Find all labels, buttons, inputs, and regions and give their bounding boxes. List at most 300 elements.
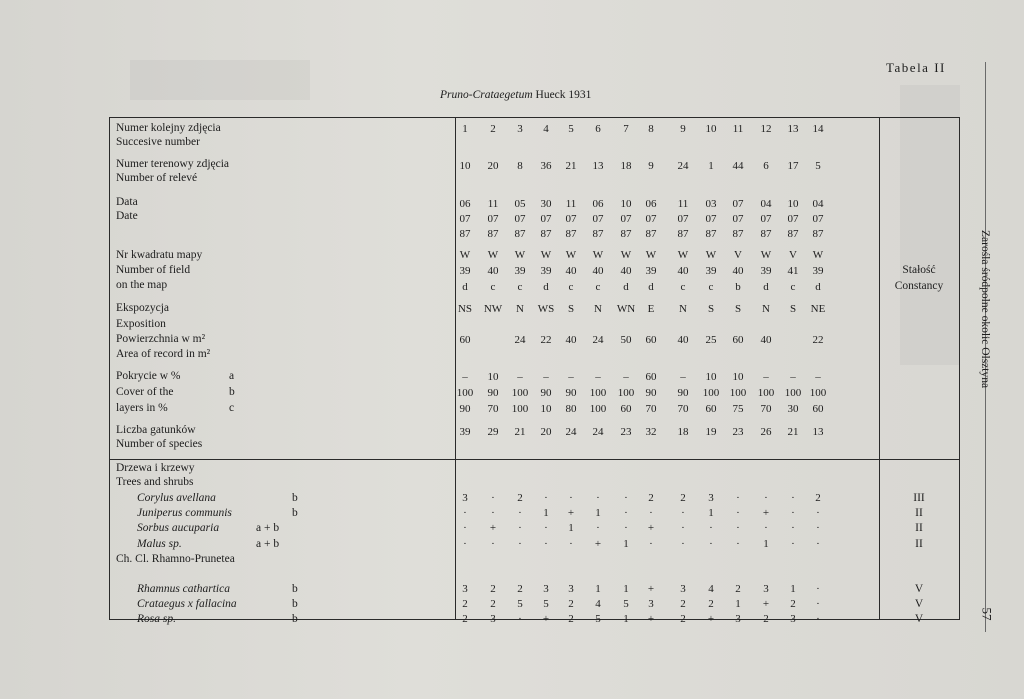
constancy-value: III bbox=[913, 492, 925, 504]
date-day-cell: 05 bbox=[514, 198, 526, 210]
exposition-cell: S bbox=[789, 303, 797, 315]
area-cell: 40 bbox=[565, 334, 577, 346]
species-value-cell: · bbox=[681, 522, 685, 534]
species-value-cell: · bbox=[791, 507, 795, 519]
area-cell: 22 bbox=[540, 334, 552, 346]
cover-b-cell: 100 bbox=[617, 387, 635, 399]
cover-c-cell: 60 bbox=[620, 403, 632, 415]
species-value-cell: 3 bbox=[680, 583, 686, 595]
species-value-cell: · bbox=[596, 522, 600, 534]
species-value-cell: · bbox=[791, 522, 795, 534]
exposition-cell: NE bbox=[810, 303, 826, 315]
species-value-cell: · bbox=[596, 492, 600, 504]
species-value-cell: 5 bbox=[543, 598, 549, 610]
row-label: Numer terenowy zdjęcia bbox=[116, 158, 230, 170]
date-month-cell: 07 bbox=[760, 213, 772, 225]
species-count-cell: 23 bbox=[732, 426, 744, 438]
date-day-cell: 10 bbox=[787, 198, 799, 210]
species-value-cell: · bbox=[816, 507, 820, 519]
succesive-number-cell: 6 bbox=[595, 123, 601, 135]
cover-c-cell: 100 bbox=[589, 403, 607, 415]
date-month-cell: 07 bbox=[514, 213, 526, 225]
map-field-sub-cell: c bbox=[595, 281, 601, 293]
species-value-cell: · bbox=[544, 492, 548, 504]
exposition-cell: S bbox=[707, 303, 715, 315]
species-value-cell: · bbox=[681, 538, 685, 550]
cover-a-cell: – bbox=[763, 371, 769, 383]
species-value-cell: 2 bbox=[763, 613, 769, 625]
species-value-cell: · bbox=[544, 538, 548, 550]
succesive-number-cell: 12 bbox=[760, 123, 772, 135]
map-field-letter-cell: W bbox=[620, 249, 632, 261]
cover-a-cell: – bbox=[543, 371, 549, 383]
layer-letter: b bbox=[229, 386, 235, 398]
species-value-cell: 2 bbox=[517, 492, 523, 504]
cover-c-cell: 60 bbox=[812, 403, 824, 415]
area-cell: 24 bbox=[592, 334, 604, 346]
map-field-letter-cell: W bbox=[705, 249, 717, 261]
cover-a-cell: 10 bbox=[705, 371, 717, 383]
species-value-cell: + bbox=[762, 507, 770, 519]
species-value-cell: · bbox=[491, 538, 495, 550]
releve-number-cell: 8 bbox=[517, 160, 523, 172]
releve-number-cell: 13 bbox=[592, 160, 604, 172]
succesive-number-cell: 7 bbox=[623, 123, 629, 135]
species-count-cell: 32 bbox=[645, 426, 657, 438]
species-name: Rhamnus cathartica bbox=[137, 583, 230, 595]
map-field-sub-cell: c bbox=[490, 281, 496, 293]
species-value-cell: 3 bbox=[568, 583, 574, 595]
species-value-cell: 2 bbox=[815, 492, 821, 504]
species-value-cell: · bbox=[736, 538, 740, 550]
date-day-cell: 04 bbox=[812, 198, 824, 210]
area-cell: 40 bbox=[760, 334, 772, 346]
cover-b-cell: 100 bbox=[589, 387, 607, 399]
exposition-cell: S bbox=[567, 303, 575, 315]
species-value-cell: · bbox=[624, 522, 628, 534]
species-value-cell: · bbox=[518, 613, 522, 625]
species-count-cell: 18 bbox=[677, 426, 689, 438]
map-field-letter-cell: W bbox=[812, 249, 824, 261]
date-month-cell: 07 bbox=[705, 213, 717, 225]
table-title: Pruno-Crataegetum Hueck 1931 bbox=[440, 89, 592, 101]
species-value-cell: 3 bbox=[648, 598, 654, 610]
exposition-cell: N bbox=[516, 303, 524, 315]
species-layer: b bbox=[292, 613, 298, 625]
cover-b-cell: 90 bbox=[487, 387, 499, 399]
date-year-cell: 87 bbox=[760, 228, 772, 240]
date-day-cell: 11 bbox=[677, 198, 689, 210]
species-name: Corylus avellana bbox=[137, 492, 216, 504]
species-value-cell: · bbox=[816, 583, 820, 595]
species-value-cell: · bbox=[736, 522, 740, 534]
constancy-value: V bbox=[914, 598, 924, 610]
date-year-cell: 87 bbox=[565, 228, 577, 240]
date-day-cell: 06 bbox=[645, 198, 657, 210]
releve-number-cell: 20 bbox=[487, 160, 499, 172]
map-field-number-cell: 40 bbox=[565, 265, 577, 277]
map-field-letter-cell: W bbox=[677, 249, 689, 261]
species-value-cell: 2 bbox=[680, 613, 686, 625]
species-value-cell: + bbox=[647, 613, 655, 625]
date-month-cell: 07 bbox=[592, 213, 604, 225]
releve-number-cell: 44 bbox=[732, 160, 744, 172]
cover-a-cell: – bbox=[462, 371, 468, 383]
map-field-number-cell: 41 bbox=[787, 265, 799, 277]
species-value-cell: · bbox=[624, 492, 628, 504]
map-field-sub-cell: c bbox=[708, 281, 714, 293]
succesive-number-cell: 2 bbox=[490, 123, 496, 135]
species-count-cell: 20 bbox=[540, 426, 552, 438]
map-field-letter-cell: W bbox=[645, 249, 657, 261]
succesive-number-cell: 4 bbox=[543, 123, 549, 135]
species-value-cell: 1 bbox=[595, 507, 601, 519]
species-value-cell: · bbox=[491, 492, 495, 504]
map-field-number-cell: 39 bbox=[540, 265, 552, 277]
species-value-cell: 3 bbox=[462, 583, 468, 595]
species-value-cell: · bbox=[816, 613, 820, 625]
date-month-cell: 07 bbox=[487, 213, 499, 225]
map-field-number-cell: 39 bbox=[812, 265, 824, 277]
row-label: layers in % bbox=[116, 402, 168, 414]
species-value-cell: 1 bbox=[623, 538, 629, 550]
exposition-cell: E bbox=[647, 303, 655, 315]
species-value-cell: 2 bbox=[490, 583, 496, 595]
species-value-cell: + bbox=[647, 522, 655, 534]
date-month-cell: 07 bbox=[677, 213, 689, 225]
map-field-letter-cell: W bbox=[592, 249, 604, 261]
species-value-cell: + bbox=[567, 507, 575, 519]
map-field-letter-cell: W bbox=[514, 249, 526, 261]
species-count-cell: 23 bbox=[620, 426, 632, 438]
map-field-number-cell: 40 bbox=[487, 265, 499, 277]
species-value-cell: · bbox=[709, 538, 713, 550]
cover-c-cell: 100 bbox=[511, 403, 529, 415]
species-name: Juniperus communis bbox=[137, 507, 232, 519]
constancy-value: V bbox=[914, 613, 924, 625]
row-label: Cover of the bbox=[116, 386, 174, 398]
date-month-cell: 07 bbox=[565, 213, 577, 225]
map-field-number-cell: 40 bbox=[677, 265, 689, 277]
species-value-cell: 1 bbox=[543, 507, 549, 519]
row-label: Number of relevé bbox=[116, 172, 198, 184]
map-field-number-cell: 40 bbox=[592, 265, 604, 277]
map-field-letter-cell: V bbox=[734, 249, 742, 261]
succesive-number-cell: 13 bbox=[787, 123, 799, 135]
releve-number-cell: 9 bbox=[648, 160, 654, 172]
succesive-number-cell: 3 bbox=[517, 123, 523, 135]
constancy-value: V bbox=[914, 583, 924, 595]
releve-number-cell: 1 bbox=[708, 160, 714, 172]
row-label: Ekspozycja bbox=[116, 302, 170, 314]
map-field-sub-cell: c bbox=[517, 281, 523, 293]
species-value-cell: 5 bbox=[517, 598, 523, 610]
date-year-cell: 87 bbox=[732, 228, 744, 240]
species-layer: a + b bbox=[256, 522, 280, 534]
exposition-cell: N bbox=[762, 303, 770, 315]
date-year-cell: 87 bbox=[812, 228, 824, 240]
species-value-cell: 5 bbox=[595, 613, 601, 625]
succesive-number-cell: 1 bbox=[462, 123, 468, 135]
map-field-sub-cell: d bbox=[648, 281, 654, 293]
date-year-cell: 87 bbox=[705, 228, 717, 240]
running-head: Zarośla śródpolne okolic Olsztyna bbox=[979, 230, 991, 389]
cover-a-cell: – bbox=[815, 371, 821, 383]
constancy-value: Stałość bbox=[902, 264, 936, 276]
cover-a-cell: – bbox=[680, 371, 686, 383]
species-count-cell: 29 bbox=[487, 426, 499, 438]
row-label: Exposition bbox=[116, 318, 166, 330]
area-cell: 40 bbox=[677, 334, 689, 346]
species-value-cell: · bbox=[463, 538, 467, 550]
date-day-cell: 03 bbox=[705, 198, 717, 210]
species-value-cell: 3 bbox=[735, 613, 741, 625]
cover-b-cell: 90 bbox=[677, 387, 689, 399]
cover-b-cell: 90 bbox=[565, 387, 577, 399]
species-value-cell: 2 bbox=[568, 598, 574, 610]
species-value-cell: 3 bbox=[790, 613, 796, 625]
row-label: Powierzchnia w m² bbox=[116, 333, 206, 345]
species-value-cell: · bbox=[764, 522, 768, 534]
date-month-cell: 07 bbox=[812, 213, 824, 225]
cover-b-cell: 100 bbox=[729, 387, 747, 399]
succesive-number-cell: 5 bbox=[568, 123, 574, 135]
exposition-cell: WN bbox=[616, 303, 636, 315]
species-layer: b bbox=[292, 598, 298, 610]
species-value-cell: · bbox=[816, 598, 820, 610]
species-value-cell: 4 bbox=[708, 583, 714, 595]
area-cell: 24 bbox=[514, 334, 526, 346]
species-value-cell: · bbox=[463, 522, 467, 534]
exposition-cell: NS bbox=[457, 303, 473, 315]
species-value-cell: 3 bbox=[708, 492, 714, 504]
date-year-cell: 87 bbox=[592, 228, 604, 240]
date-month-cell: 07 bbox=[645, 213, 657, 225]
section-heading: Trees and shrubs bbox=[116, 476, 194, 488]
species-layer: b bbox=[292, 583, 298, 595]
cover-b-cell: 100 bbox=[511, 387, 529, 399]
species-value-cell: 2 bbox=[790, 598, 796, 610]
species-value-cell: 3 bbox=[543, 583, 549, 595]
species-value-cell: + bbox=[762, 598, 770, 610]
date-year-cell: 87 bbox=[677, 228, 689, 240]
species-count-cell: 26 bbox=[760, 426, 772, 438]
cover-c-cell: 80 bbox=[565, 403, 577, 415]
date-year-cell: 87 bbox=[540, 228, 552, 240]
species-name: Sorbus aucuparia bbox=[137, 522, 220, 534]
constancy-value: II bbox=[915, 538, 923, 550]
species-value-cell: 2 bbox=[462, 613, 468, 625]
species-value-cell: · bbox=[649, 507, 653, 519]
species-value-cell: + bbox=[707, 613, 715, 625]
releve-number-cell: 21 bbox=[565, 160, 577, 172]
cover-c-cell: 70 bbox=[645, 403, 657, 415]
row-label: Number of species bbox=[116, 438, 203, 450]
map-field-letter-cell: W bbox=[540, 249, 552, 261]
releve-number-cell: 18 bbox=[620, 160, 632, 172]
releve-number-cell: 24 bbox=[677, 160, 689, 172]
species-value-cell: 2 bbox=[708, 598, 714, 610]
cover-a-cell: 60 bbox=[645, 371, 657, 383]
species-value-cell: · bbox=[764, 492, 768, 504]
species-value-cell: · bbox=[491, 507, 495, 519]
date-year-cell: 87 bbox=[459, 228, 471, 240]
date-day-cell: 30 bbox=[540, 198, 552, 210]
species-value-cell: 2 bbox=[517, 583, 523, 595]
area-cell: 22 bbox=[812, 334, 824, 346]
date-day-cell: 11 bbox=[565, 198, 577, 210]
species-value-cell: 2 bbox=[680, 492, 686, 504]
date-month-cell: 07 bbox=[540, 213, 552, 225]
releve-number-cell: 6 bbox=[763, 160, 769, 172]
species-value-cell: 3 bbox=[490, 613, 496, 625]
map-field-sub-cell: c bbox=[790, 281, 796, 293]
row-label: Nr kwadratu mapy bbox=[116, 249, 203, 261]
species-value-cell: · bbox=[791, 492, 795, 504]
date-year-cell: 87 bbox=[514, 228, 526, 240]
map-field-letter-cell: W bbox=[487, 249, 499, 261]
species-value-cell: 1 bbox=[708, 507, 714, 519]
area-cell: 25 bbox=[705, 334, 717, 346]
layer-letter: a bbox=[229, 370, 235, 382]
cover-b-cell: 100 bbox=[809, 387, 827, 399]
map-field-number-cell: 39 bbox=[705, 265, 717, 277]
page-number: 57 bbox=[979, 607, 995, 621]
releve-number-cell: 5 bbox=[815, 160, 821, 172]
map-field-number-cell: 40 bbox=[732, 265, 744, 277]
cover-c-cell: 10 bbox=[540, 403, 552, 415]
cover-a-cell: – bbox=[568, 371, 574, 383]
date-day-cell: 06 bbox=[459, 198, 471, 210]
map-field-number-cell: 39 bbox=[645, 265, 657, 277]
species-value-cell: · bbox=[681, 507, 685, 519]
map-field-sub-cell: d bbox=[815, 281, 821, 293]
cover-a-cell: – bbox=[595, 371, 601, 383]
date-month-cell: 07 bbox=[787, 213, 799, 225]
species-value-cell: · bbox=[791, 538, 795, 550]
date-year-cell: 87 bbox=[645, 228, 657, 240]
row-label: Number of field bbox=[116, 264, 191, 276]
map-field-sub-cell: d bbox=[543, 281, 549, 293]
row-label: Pokrycie w % bbox=[116, 370, 181, 382]
species-value-cell: · bbox=[544, 522, 548, 534]
map-field-letter-cell: W bbox=[565, 249, 577, 261]
species-layer: a + b bbox=[256, 538, 280, 550]
species-value-cell: 3 bbox=[763, 583, 769, 595]
section-heading: Ch. Cl. Rhamno-Prunetea bbox=[116, 553, 235, 565]
species-value-cell: 2 bbox=[648, 492, 654, 504]
constancy-column-divider bbox=[879, 117, 880, 620]
map-field-letter-cell: V bbox=[789, 249, 797, 261]
species-value-cell: 2 bbox=[735, 583, 741, 595]
row-label: Liczba gatunków bbox=[116, 424, 196, 436]
succesive-number-cell: 10 bbox=[705, 123, 717, 135]
species-value-cell: 5 bbox=[623, 598, 629, 610]
date-month-cell: 07 bbox=[620, 213, 632, 225]
date-day-cell: 10 bbox=[620, 198, 632, 210]
species-name: Rosa sp. bbox=[137, 613, 176, 625]
species-value-cell: 1 bbox=[790, 583, 796, 595]
species-value-cell: 1 bbox=[763, 538, 769, 550]
area-cell: 60 bbox=[459, 334, 471, 346]
map-field-number-cell: 39 bbox=[514, 265, 526, 277]
exposition-cell: NW bbox=[483, 303, 503, 315]
date-year-cell: 87 bbox=[620, 228, 632, 240]
species-count-cell: 24 bbox=[565, 426, 577, 438]
species-value-cell: · bbox=[649, 538, 653, 550]
constancy-value: II bbox=[915, 522, 923, 534]
cover-b-cell: 100 bbox=[456, 387, 474, 399]
species-value-cell: · bbox=[709, 522, 713, 534]
date-day-cell: 06 bbox=[592, 198, 604, 210]
species-value-cell: · bbox=[816, 522, 820, 534]
succesive-number-cell: 14 bbox=[812, 123, 824, 135]
species-count-cell: 39 bbox=[459, 426, 471, 438]
species-layer: b bbox=[292, 492, 298, 504]
cover-c-cell: 70 bbox=[677, 403, 689, 415]
date-month-cell: 07 bbox=[459, 213, 471, 225]
species-value-cell: · bbox=[463, 507, 467, 519]
row-label: Date bbox=[116, 210, 138, 222]
species-value-cell: · bbox=[518, 522, 522, 534]
cover-b-cell: 100 bbox=[784, 387, 802, 399]
row-label: Area of record in m² bbox=[116, 348, 211, 360]
section-divider bbox=[109, 459, 960, 460]
succesive-number-cell: 9 bbox=[680, 123, 686, 135]
species-value-cell: 2 bbox=[462, 598, 468, 610]
species-value-cell: 1 bbox=[595, 583, 601, 595]
cover-c-cell: 70 bbox=[760, 403, 772, 415]
area-cell: 60 bbox=[645, 334, 657, 346]
cover-b-cell: 100 bbox=[757, 387, 775, 399]
cover-c-cell: 75 bbox=[732, 403, 744, 415]
species-layer: b bbox=[292, 507, 298, 519]
exposition-cell: S bbox=[734, 303, 742, 315]
species-value-cell: · bbox=[569, 492, 573, 504]
date-day-cell: 07 bbox=[732, 198, 744, 210]
section-heading: Drzewa i krzewy bbox=[116, 462, 195, 474]
exposition-cell: WS bbox=[537, 303, 555, 315]
map-field-sub-cell: d bbox=[763, 281, 769, 293]
species-value-cell: 3 bbox=[462, 492, 468, 504]
releve-number-cell: 10 bbox=[459, 160, 471, 172]
cover-b-cell: 100 bbox=[702, 387, 720, 399]
constancy-value: Constancy bbox=[894, 280, 944, 292]
map-field-letter-cell: W bbox=[459, 249, 471, 261]
cover-a-cell: – bbox=[623, 371, 629, 383]
date-month-cell: 07 bbox=[732, 213, 744, 225]
species-value-cell: 1 bbox=[568, 522, 574, 534]
map-field-sub-cell: d bbox=[462, 281, 468, 293]
releve-number-cell: 17 bbox=[787, 160, 799, 172]
row-label: on the map bbox=[116, 279, 168, 291]
cover-c-cell: 30 bbox=[787, 403, 799, 415]
species-value-cell: + bbox=[647, 583, 655, 595]
cover-b-cell: 90 bbox=[645, 387, 657, 399]
species-name: Crataegus x fallacina bbox=[137, 598, 237, 610]
species-name: Malus sp. bbox=[137, 538, 182, 550]
constancy-value: II bbox=[915, 507, 923, 519]
exposition-cell: N bbox=[679, 303, 687, 315]
date-year-cell: 87 bbox=[487, 228, 499, 240]
map-field-sub-cell: c bbox=[568, 281, 574, 293]
species-value-cell: + bbox=[542, 613, 550, 625]
cover-c-cell: 60 bbox=[705, 403, 717, 415]
species-value-cell: · bbox=[518, 507, 522, 519]
releve-number-cell: 36 bbox=[540, 160, 552, 172]
cover-b-cell: 90 bbox=[540, 387, 552, 399]
species-count-cell: 19 bbox=[705, 426, 717, 438]
